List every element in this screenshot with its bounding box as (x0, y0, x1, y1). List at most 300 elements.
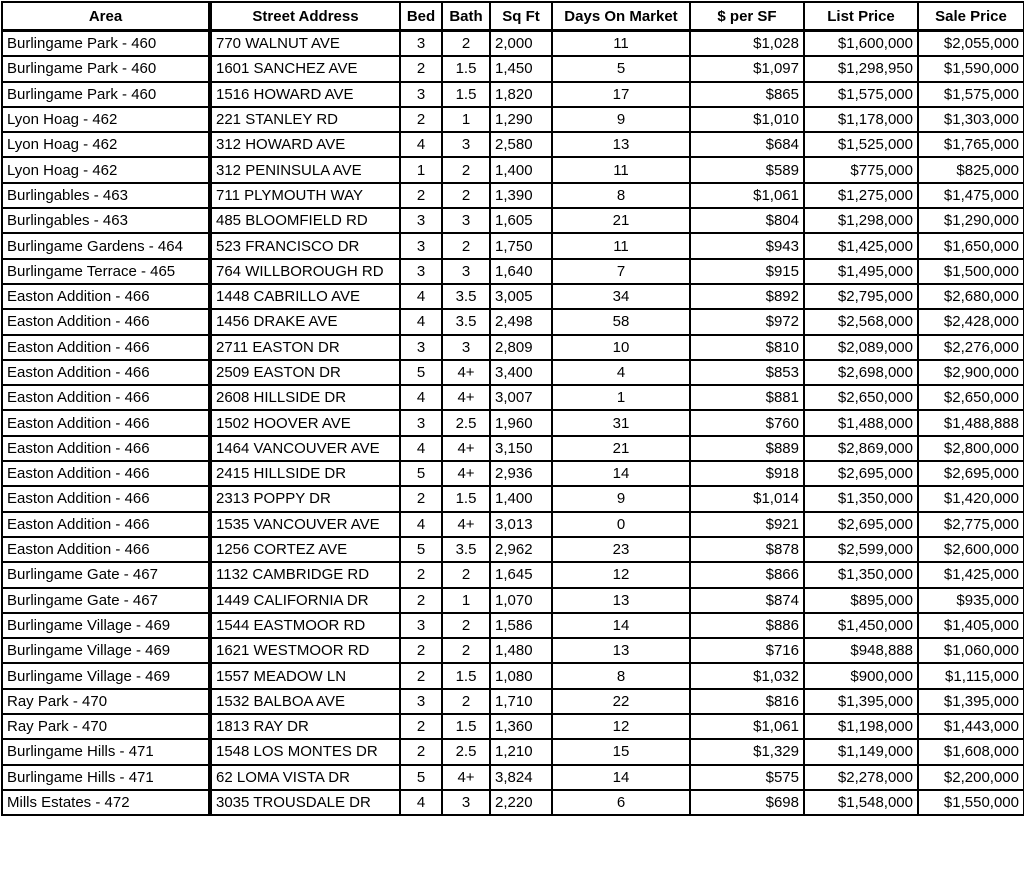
cell-sq-ft: 1,400 (490, 157, 552, 182)
table-row (2, 132, 1024, 157)
cell-sale-price: $1,550,000 (918, 790, 1024, 815)
header-sale-price: Sale Price (918, 2, 1024, 31)
cell-days-on-market: 9 (552, 107, 690, 132)
cell-area: Burlingame Gardens - 464 (2, 233, 210, 258)
table-row (2, 638, 1024, 663)
header-bath: Bath (442, 2, 490, 31)
cell-price-per-sf: $1,028 (690, 31, 804, 57)
cell-bed: 5 (400, 360, 442, 385)
cell-list-price: $2,698,000 (804, 360, 918, 385)
cell-bed: 4 (400, 309, 442, 334)
cell-price-per-sf: $1,014 (690, 486, 804, 511)
cell-price-per-sf: $874 (690, 588, 804, 613)
cell-bath: 3.5 (442, 537, 490, 562)
cell-price-per-sf: $760 (690, 410, 804, 435)
cell-list-price: $2,568,000 (804, 309, 918, 334)
cell-area: Burlingame Gate - 467 (2, 562, 210, 587)
cell-area: Easton Addition - 466 (2, 385, 210, 410)
cell-days-on-market: 11 (552, 157, 690, 182)
cell-list-price: $775,000 (804, 157, 918, 182)
cell-price-per-sf: $698 (690, 790, 804, 815)
cell-bath: 2 (442, 183, 490, 208)
cell-bed: 4 (400, 512, 442, 537)
cell-price-per-sf: $892 (690, 284, 804, 309)
cell-bath: 3 (442, 259, 490, 284)
cell-area: Mills Estates - 472 (2, 790, 210, 815)
cell-list-price: $895,000 (804, 588, 918, 613)
cell-sale-price: $1,488,888 (918, 410, 1024, 435)
cell-bath: 1 (442, 588, 490, 613)
cell-area: Burlingame Village - 469 (2, 613, 210, 638)
cell-sq-ft: 1,710 (490, 689, 552, 714)
cell-bed: 2 (400, 663, 442, 688)
cell-list-price: $2,795,000 (804, 284, 918, 309)
cell-price-per-sf: $915 (690, 259, 804, 284)
cell-sq-ft: 1,605 (490, 208, 552, 233)
cell-sq-ft: 2,498 (490, 309, 552, 334)
cell-area: Burlingame Gate - 467 (2, 588, 210, 613)
cell-bath: 3 (442, 790, 490, 815)
cell-days-on-market: 13 (552, 638, 690, 663)
cell-sq-ft: 2,580 (490, 132, 552, 157)
cell-days-on-market: 31 (552, 410, 690, 435)
cell-bath: 4+ (442, 385, 490, 410)
cell-bed: 4 (400, 436, 442, 461)
cell-area: Easton Addition - 466 (2, 284, 210, 309)
cell-street-address: 1132 CAMBRIDGE RD (210, 562, 400, 587)
cell-days-on-market: 5 (552, 56, 690, 81)
cell-bed: 4 (400, 284, 442, 309)
cell-list-price: $1,575,000 (804, 82, 918, 107)
cell-bath: 4+ (442, 765, 490, 790)
cell-bath: 1.5 (442, 56, 490, 81)
cell-list-price: $2,695,000 (804, 461, 918, 486)
cell-price-per-sf: $853 (690, 360, 804, 385)
cell-sq-ft: 3,013 (490, 512, 552, 537)
cell-bed: 5 (400, 537, 442, 562)
cell-bath: 2 (442, 31, 490, 57)
table-row (2, 259, 1024, 284)
cell-price-per-sf: $1,061 (690, 183, 804, 208)
table-row (2, 410, 1024, 435)
cell-price-per-sf: $865 (690, 82, 804, 107)
cell-bath: 2.5 (442, 739, 490, 764)
cell-street-address: 1544 EASTMOOR RD (210, 613, 400, 638)
cell-street-address: 1813 RAY DR (210, 714, 400, 739)
table-row (2, 663, 1024, 688)
cell-street-address: 1448 CABRILLO AVE (210, 284, 400, 309)
cell-area: Burlingables - 463 (2, 183, 210, 208)
table-row (2, 739, 1024, 764)
cell-street-address: 2415 HILLSIDE DR (210, 461, 400, 486)
cell-sq-ft: 1,070 (490, 588, 552, 613)
cell-days-on-market: 17 (552, 82, 690, 107)
cell-days-on-market: 7 (552, 259, 690, 284)
cell-sq-ft: 2,962 (490, 537, 552, 562)
cell-price-per-sf: $866 (690, 562, 804, 587)
cell-price-per-sf: $716 (690, 638, 804, 663)
cell-sale-price: $1,420,000 (918, 486, 1024, 511)
cell-days-on-market: 11 (552, 233, 690, 258)
cell-sq-ft: 3,007 (490, 385, 552, 410)
table-row (2, 613, 1024, 638)
cell-sale-price: $1,475,000 (918, 183, 1024, 208)
cell-area: Lyon Hoag - 462 (2, 107, 210, 132)
table-row (2, 486, 1024, 511)
cell-days-on-market: 14 (552, 765, 690, 790)
cell-area: Burlingame Park - 460 (2, 31, 210, 57)
cell-list-price: $2,278,000 (804, 765, 918, 790)
cell-days-on-market: 4 (552, 360, 690, 385)
cell-list-price: $948,888 (804, 638, 918, 663)
cell-street-address: 1449 CALIFORNIA DR (210, 588, 400, 613)
table-row (2, 309, 1024, 334)
cell-list-price: $1,178,000 (804, 107, 918, 132)
table-row (2, 107, 1024, 132)
cell-sq-ft: 1,080 (490, 663, 552, 688)
cell-sq-ft: 1,586 (490, 613, 552, 638)
cell-list-price: $1,425,000 (804, 233, 918, 258)
table-row (2, 208, 1024, 233)
cell-bed: 2 (400, 107, 442, 132)
cell-days-on-market: 23 (552, 537, 690, 562)
cell-sq-ft: 3,150 (490, 436, 552, 461)
cell-sale-price: $2,680,000 (918, 284, 1024, 309)
cell-bed: 3 (400, 689, 442, 714)
cell-bed: 2 (400, 562, 442, 587)
cell-street-address: 1456 DRAKE AVE (210, 309, 400, 334)
cell-list-price: $1,450,000 (804, 613, 918, 638)
cell-area: Easton Addition - 466 (2, 461, 210, 486)
cell-street-address: 2711 EASTON DR (210, 335, 400, 360)
cell-area: Ray Park - 470 (2, 714, 210, 739)
cell-sale-price: $1,650,000 (918, 233, 1024, 258)
cell-days-on-market: 15 (552, 739, 690, 764)
cell-street-address: 1601 SANCHEZ AVE (210, 56, 400, 81)
cell-price-per-sf: $943 (690, 233, 804, 258)
cell-bed: 4 (400, 790, 442, 815)
cell-sq-ft: 1,390 (490, 183, 552, 208)
cell-bath: 1.5 (442, 486, 490, 511)
cell-sale-price: $1,443,000 (918, 714, 1024, 739)
cell-sale-price: $1,395,000 (918, 689, 1024, 714)
cell-bath: 2 (442, 638, 490, 663)
cell-sale-price: $1,590,000 (918, 56, 1024, 81)
cell-price-per-sf: $684 (690, 132, 804, 157)
cell-price-per-sf: $1,010 (690, 107, 804, 132)
cell-area: Burlingame Village - 469 (2, 663, 210, 688)
cell-list-price: $1,548,000 (804, 790, 918, 815)
cell-bath: 2 (442, 562, 490, 587)
cell-bath: 3 (442, 335, 490, 360)
cell-sale-price: $1,303,000 (918, 107, 1024, 132)
cell-area: Easton Addition - 466 (2, 309, 210, 334)
cell-days-on-market: 13 (552, 588, 690, 613)
cell-sq-ft: 1,645 (490, 562, 552, 587)
cell-price-per-sf: $881 (690, 385, 804, 410)
table-row (2, 562, 1024, 587)
cell-sq-ft: 1,640 (490, 259, 552, 284)
table-row (2, 765, 1024, 790)
table-row (2, 360, 1024, 385)
cell-street-address: 3035 TROUSDALE DR (210, 790, 400, 815)
cell-price-per-sf: $1,061 (690, 714, 804, 739)
cell-bath: 2.5 (442, 410, 490, 435)
cell-days-on-market: 21 (552, 436, 690, 461)
cell-price-per-sf: $816 (690, 689, 804, 714)
cell-bed: 2 (400, 486, 442, 511)
cell-street-address: 2608 HILLSIDE DR (210, 385, 400, 410)
cell-sale-price: $1,765,000 (918, 132, 1024, 157)
cell-area: Easton Addition - 466 (2, 360, 210, 385)
cell-sq-ft: 2,220 (490, 790, 552, 815)
cell-bed: 2 (400, 56, 442, 81)
cell-bed: 4 (400, 385, 442, 410)
cell-days-on-market: 34 (552, 284, 690, 309)
cell-sale-price: $1,608,000 (918, 739, 1024, 764)
table-row (2, 233, 1024, 258)
cell-bath: 3.5 (442, 284, 490, 309)
cell-days-on-market: 58 (552, 309, 690, 334)
cell-days-on-market: 12 (552, 562, 690, 587)
cell-bath: 3 (442, 208, 490, 233)
cell-list-price: $2,599,000 (804, 537, 918, 562)
cell-sq-ft: 1,360 (490, 714, 552, 739)
cell-days-on-market: 13 (552, 132, 690, 157)
cell-days-on-market: 10 (552, 335, 690, 360)
cell-sale-price: $2,276,000 (918, 335, 1024, 360)
cell-street-address: 221 STANLEY RD (210, 107, 400, 132)
cell-days-on-market: 8 (552, 663, 690, 688)
cell-street-address: 523 FRANCISCO DR (210, 233, 400, 258)
cell-days-on-market: 12 (552, 714, 690, 739)
cell-sale-price: $1,500,000 (918, 259, 1024, 284)
cell-price-per-sf: $918 (690, 461, 804, 486)
cell-bed: 2 (400, 183, 442, 208)
table-row (2, 436, 1024, 461)
table-row (2, 537, 1024, 562)
cell-area: Burlingame Terrace - 465 (2, 259, 210, 284)
cell-list-price: $1,600,000 (804, 31, 918, 57)
cell-area: Burlingables - 463 (2, 208, 210, 233)
cell-list-price: $2,869,000 (804, 436, 918, 461)
cell-bath: 3.5 (442, 309, 490, 334)
cell-street-address: 2509 EASTON DR (210, 360, 400, 385)
header-row (2, 2, 1024, 31)
cell-sale-price: $825,000 (918, 157, 1024, 182)
cell-street-address: 1532 BALBOA AVE (210, 689, 400, 714)
cell-bed: 2 (400, 588, 442, 613)
cell-bed: 5 (400, 461, 442, 486)
cell-list-price: $1,198,000 (804, 714, 918, 739)
table-row (2, 588, 1024, 613)
cell-area: Burlingame Village - 469 (2, 638, 210, 663)
cell-area: Easton Addition - 466 (2, 410, 210, 435)
header-bed: Bed (400, 2, 442, 31)
cell-bath: 2 (442, 613, 490, 638)
cell-bed: 3 (400, 613, 442, 638)
cell-area: Easton Addition - 466 (2, 512, 210, 537)
cell-street-address: 1557 MEADOW LN (210, 663, 400, 688)
cell-bath: 4+ (442, 512, 490, 537)
cell-bed: 2 (400, 739, 442, 764)
table-row (2, 157, 1024, 182)
cell-bed: 3 (400, 410, 442, 435)
cell-bed: 3 (400, 82, 442, 107)
cell-street-address: 485 BLOOMFIELD RD (210, 208, 400, 233)
cell-list-price: $1,275,000 (804, 183, 918, 208)
cell-bath: 4+ (442, 461, 490, 486)
cell-street-address: 312 PENINSULA AVE (210, 157, 400, 182)
cell-list-price: $1,488,000 (804, 410, 918, 435)
cell-sale-price: $2,055,000 (918, 31, 1024, 57)
cell-sq-ft: 3,005 (490, 284, 552, 309)
cell-sq-ft: 2,809 (490, 335, 552, 360)
cell-list-price: $2,695,000 (804, 512, 918, 537)
cell-street-address: 2313 POPPY DR (210, 486, 400, 511)
cell-street-address: 1502 HOOVER AVE (210, 410, 400, 435)
cell-bath: 2 (442, 157, 490, 182)
cell-bath: 3 (442, 132, 490, 157)
cell-price-per-sf: $921 (690, 512, 804, 537)
header-days-on-market: Days On Market (552, 2, 690, 31)
cell-bath: 1.5 (442, 663, 490, 688)
cell-sale-price: $2,428,000 (918, 309, 1024, 334)
cell-area: Easton Addition - 466 (2, 486, 210, 511)
table-row (2, 82, 1024, 107)
cell-street-address: 1548 LOS MONTES DR (210, 739, 400, 764)
cell-days-on-market: 8 (552, 183, 690, 208)
header-price-per-sf: $ per SF (690, 2, 804, 31)
cell-bath: 1.5 (442, 714, 490, 739)
cell-sale-price: $2,900,000 (918, 360, 1024, 385)
table-row (2, 790, 1024, 815)
cell-list-price: $1,298,000 (804, 208, 918, 233)
cell-sq-ft: 1,210 (490, 739, 552, 764)
cell-area: Burlingame Hills - 471 (2, 739, 210, 764)
cell-sale-price: $1,425,000 (918, 562, 1024, 587)
cell-street-address: 770 WALNUT AVE (210, 31, 400, 57)
cell-price-per-sf: $575 (690, 765, 804, 790)
cell-sale-price: $1,060,000 (918, 638, 1024, 663)
cell-list-price: $1,298,950 (804, 56, 918, 81)
cell-price-per-sf: $1,097 (690, 56, 804, 81)
cell-street-address: 1464 VANCOUVER AVE (210, 436, 400, 461)
header-sq-ft: Sq Ft (490, 2, 552, 31)
cell-days-on-market: 1 (552, 385, 690, 410)
cell-price-per-sf: $804 (690, 208, 804, 233)
cell-price-per-sf: $589 (690, 157, 804, 182)
cell-area: Burlingame Park - 460 (2, 82, 210, 107)
cell-bed: 3 (400, 335, 442, 360)
table-row (2, 461, 1024, 486)
cell-bath: 1.5 (442, 82, 490, 107)
cell-sale-price: $1,575,000 (918, 82, 1024, 107)
table-row (2, 689, 1024, 714)
cell-sq-ft: 1,960 (490, 410, 552, 435)
cell-sale-price: $1,290,000 (918, 208, 1024, 233)
cell-days-on-market: 21 (552, 208, 690, 233)
cell-list-price: $2,089,000 (804, 335, 918, 360)
cell-bed: 3 (400, 31, 442, 57)
cell-bed: 1 (400, 157, 442, 182)
cell-days-on-market: 9 (552, 486, 690, 511)
cell-bed: 2 (400, 714, 442, 739)
cell-sale-price: $2,200,000 (918, 765, 1024, 790)
cell-list-price: $900,000 (804, 663, 918, 688)
cell-list-price: $1,495,000 (804, 259, 918, 284)
cell-bath: 1 (442, 107, 490, 132)
cell-sq-ft: 1,450 (490, 56, 552, 81)
table-row (2, 183, 1024, 208)
cell-list-price: $1,350,000 (804, 562, 918, 587)
table-row (2, 714, 1024, 739)
cell-sq-ft: 1,400 (490, 486, 552, 511)
table-row (2, 284, 1024, 309)
cell-list-price: $1,350,000 (804, 486, 918, 511)
cell-days-on-market: 14 (552, 613, 690, 638)
cell-sq-ft: 1,750 (490, 233, 552, 258)
cell-area: Easton Addition - 466 (2, 436, 210, 461)
cell-sale-price: $2,650,000 (918, 385, 1024, 410)
cell-area: Burlingame Hills - 471 (2, 765, 210, 790)
cell-area: Easton Addition - 466 (2, 335, 210, 360)
cell-street-address: 1621 WESTMOOR RD (210, 638, 400, 663)
cell-street-address: 1516 HOWARD AVE (210, 82, 400, 107)
cell-street-address: 1256 CORTEZ AVE (210, 537, 400, 562)
cell-days-on-market: 6 (552, 790, 690, 815)
table-row (2, 335, 1024, 360)
header-list-price: List Price (804, 2, 918, 31)
cell-street-address: 1535 VANCOUVER AVE (210, 512, 400, 537)
cell-price-per-sf: $889 (690, 436, 804, 461)
sales-table (1, 1, 1024, 816)
cell-sq-ft: 3,400 (490, 360, 552, 385)
table-row (2, 385, 1024, 410)
cell-street-address: 711 PLYMOUTH WAY (210, 183, 400, 208)
table-row (2, 31, 1024, 57)
cell-list-price: $1,149,000 (804, 739, 918, 764)
cell-sq-ft: 3,824 (490, 765, 552, 790)
cell-area: Easton Addition - 466 (2, 537, 210, 562)
cell-area: Burlingame Park - 460 (2, 56, 210, 81)
cell-bed: 3 (400, 259, 442, 284)
cell-street-address: 312 HOWARD AVE (210, 132, 400, 157)
table-row (2, 56, 1024, 81)
cell-price-per-sf: $972 (690, 309, 804, 334)
cell-bath: 4+ (442, 436, 490, 461)
cell-days-on-market: 14 (552, 461, 690, 486)
cell-bath: 2 (442, 689, 490, 714)
cell-days-on-market: 0 (552, 512, 690, 537)
cell-area: Lyon Hoag - 462 (2, 157, 210, 182)
cell-sale-price: $1,115,000 (918, 663, 1024, 688)
cell-price-per-sf: $1,032 (690, 663, 804, 688)
header-street-address: Street Address (210, 2, 400, 31)
cell-street-address: 62 LOMA VISTA DR (210, 765, 400, 790)
cell-sq-ft: 1,820 (490, 82, 552, 107)
table-body (2, 31, 1024, 816)
cell-sq-ft: 2,000 (490, 31, 552, 57)
cell-list-price: $2,650,000 (804, 385, 918, 410)
cell-area: Ray Park - 470 (2, 689, 210, 714)
cell-sq-ft: 1,480 (490, 638, 552, 663)
cell-days-on-market: 22 (552, 689, 690, 714)
cell-sale-price: $2,695,000 (918, 461, 1024, 486)
cell-area: Lyon Hoag - 462 (2, 132, 210, 157)
cell-bed: 2 (400, 638, 442, 663)
cell-bed: 3 (400, 233, 442, 258)
